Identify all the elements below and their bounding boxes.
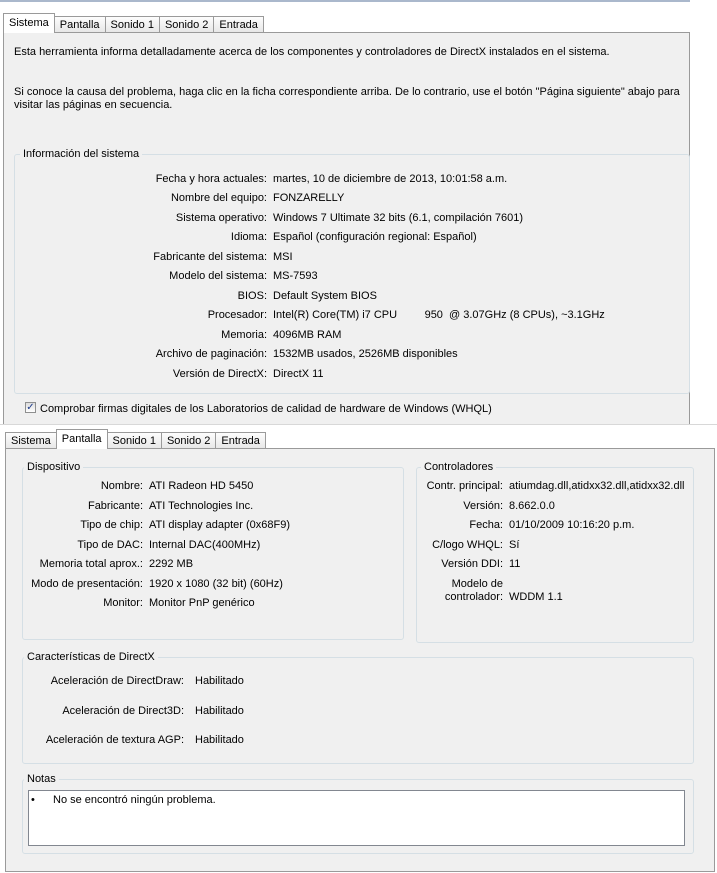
sys-label-modelo: Modelo del sistema: — [169, 270, 267, 282]
disp-label-dac: Tipo de DAC: — [77, 539, 143, 551]
ctrl-value-whql: Sí — [509, 539, 520, 551]
sys-value-so: Windows 7 Ultimate 32 bits (6.1, compilación 7601) — [273, 212, 524, 224]
ctrl-value-fecha: 01/10/2009 10:16:20 p.m. — [509, 519, 635, 531]
disp-label-monitor: Monitor: — [103, 597, 143, 609]
disp-value-monitor: Monitor PnP genérico — [149, 597, 255, 609]
ctrl-value-principal: atiumdag.dll,atidxx32.dll,atidxx32.dll — [509, 480, 685, 492]
ctrl-label-whql: C/logo WHQL: — [432, 539, 503, 551]
sys-value-paginacion: 1532MB usados, 2526MB disponibles — [273, 348, 458, 360]
sys-value-modelo: MS-7593 — [273, 270, 318, 282]
sys-value-fecha: martes, 10 de diciembre de 2013, 10:01:58 a.m. — [273, 173, 508, 185]
ctrl-label-principal: Contr. principal: — [426, 480, 503, 492]
tab-pantalla[interactable]: Pantalla — [54, 16, 106, 33]
disp-label-modo: Modo de presentación: — [31, 578, 143, 590]
ctrl-value-ddi: 11 — [509, 558, 521, 570]
disp-label-fabricante: Fabricante: — [87, 500, 143, 512]
disp-value-fabricante: ATI Technologies Inc. — [149, 500, 254, 512]
notas-text: No se encontró ningún problema. — [53, 794, 216, 806]
tab-sonido-1[interactable]: Sonido 1 — [105, 16, 160, 33]
ctrl-value-modelo: WDDM 1.1 — [509, 591, 563, 603]
disp-label-memoria: Memoria total aprox.: — [39, 558, 143, 570]
ctrl-label-modelo-1: Modelo de — [451, 578, 503, 590]
sys-value-idioma: Español (configuración regional: Español) — [273, 231, 477, 243]
ctrl-label-version: Versión: — [463, 500, 503, 512]
disp-label-nombre: Nombre: — [100, 480, 143, 492]
disp-label-chip: Tipo de chip: — [80, 519, 143, 531]
sys-label-idioma: Idioma: — [230, 231, 267, 243]
whql-checkbox-label[interactable]: Comprobar firmas digitales de los Laboratorios de calidad de hardware de Windows (WHQL) — [40, 403, 492, 415]
dispositivo-title: Dispositivo — [24, 461, 83, 473]
disp-value-modo: 1920 x 1080 (32 bit) (60Hz) — [149, 578, 283, 590]
tab-entrada[interactable]: Entrada — [215, 432, 266, 449]
intro-text-1: Esta herramienta informa detalladamente acerca de los componentes y controladores de DirectX instalados en el sistema. — [14, 46, 610, 58]
sys-label-paginacion: Archivo de paginación: — [155, 348, 267, 360]
ctrl-label-ddi: Versión DDI: — [441, 558, 503, 570]
feat-value-direct3d: Habilitado — [195, 705, 244, 717]
intro-text-2: Si conoce la causa del problema, haga clic en la ficha correspondiente arriba. De lo contrario, use el botón "Página siguiente" abajo para — [14, 86, 680, 98]
tab-pantalla[interactable]: Pantalla — [56, 429, 108, 449]
tab-entrada[interactable]: Entrada — [213, 16, 264, 33]
sys-value-memoria: 4096MB RAM — [273, 329, 342, 341]
pantalla-tab-bar — [5, 429, 265, 449]
sys-label-fabricante: Fabricante del sistema: — [153, 251, 267, 263]
tab-sonido-2[interactable]: Sonido 2 — [161, 432, 216, 449]
sys-label-fecha: Fecha y hora actuales: — [155, 173, 267, 185]
sys-value-bios: Default System BIOS — [273, 290, 377, 302]
notas-bullet: • — [31, 794, 35, 806]
informacion-sistema-title: Información del sistema — [20, 148, 142, 160]
sys-label-procesador: Procesador: — [207, 309, 267, 321]
controladores-group — [416, 467, 694, 643]
sys-value-directx: DirectX 11 — [273, 368, 324, 380]
disp-value-chip: ATI display adapter (0x68F9) — [149, 519, 291, 531]
tab-sonido-1[interactable]: Sonido 1 — [107, 432, 162, 449]
intro-text-3: visitar las páginas en secuencia. — [14, 99, 173, 111]
feat-label-directdraw: Aceleración de DirectDraw: — [50, 675, 184, 687]
sys-label-bios: BIOS: — [237, 290, 267, 302]
tab-sonido-2[interactable]: Sonido 2 — [159, 16, 214, 33]
ctrl-value-version: 8.662.0.0 — [509, 500, 555, 512]
sys-label-directx: Versión de DirectX: — [172, 368, 267, 380]
disp-value-dac: Internal DAC(400MHz) — [149, 539, 261, 551]
tab-sistema[interactable]: Sistema — [3, 13, 55, 33]
feat-label-agp: Aceleración de textura AGP: — [45, 734, 184, 746]
feat-value-agp: Habilitado — [195, 734, 244, 746]
sys-value-fabricante: MSI — [273, 251, 293, 263]
tab-sistema[interactable]: Sistema — [5, 432, 57, 449]
sys-label-memoria: Memoria: — [221, 329, 267, 341]
dispositivo-group — [22, 467, 404, 640]
feat-label-direct3d: Aceleración de Direct3D: — [62, 705, 184, 717]
feat-value-directdraw: Habilitado — [195, 675, 244, 687]
whql-checkbox[interactable]: ✓ — [26, 402, 35, 413]
caracteristicas-title: Características de DirectX — [24, 651, 158, 663]
sys-label-nombre: Nombre del equipo: — [170, 192, 267, 204]
disp-value-memoria: 2292 MB — [149, 558, 194, 570]
ctrl-label-modelo-2: controlador: — [444, 591, 503, 603]
sys-value-procesador: Intel(R) Core(TM) i7 CPU 950 @ 3.07GHz (8 CPUs), ~3.1GHz — [273, 309, 605, 321]
notas-title: Notas — [24, 773, 59, 785]
ctrl-label-fecha: Fecha: — [469, 519, 503, 531]
controladores-title: Controladores — [421, 461, 496, 473]
sys-label-so: Sistema operativo: — [175, 212, 267, 224]
sys-value-nombre: FONZARELLY — [273, 192, 345, 204]
disp-value-nombre: ATI Radeon HD 5450 — [149, 480, 254, 492]
sistema-tab-bar — [3, 13, 263, 33]
